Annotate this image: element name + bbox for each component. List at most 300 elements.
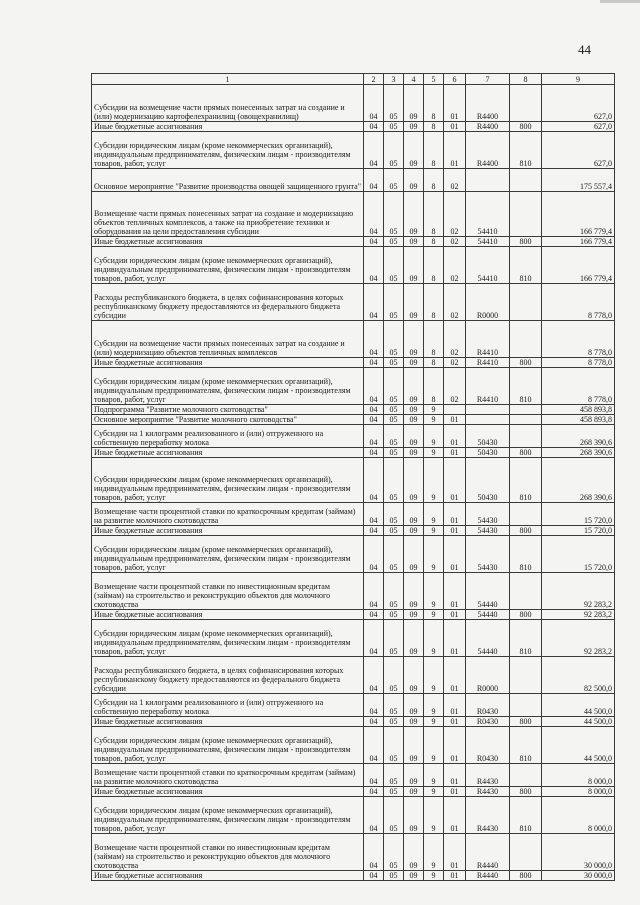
amount-cell: 15 720,0	[542, 536, 615, 573]
code-cell: 05	[384, 321, 404, 358]
code-cell: 02	[444, 368, 466, 405]
table-row	[92, 237, 615, 247]
budget-table	[91, 73, 615, 881]
code-cell: 50430	[466, 458, 510, 503]
code-cell: 01	[444, 871, 466, 881]
code-cell: 04	[364, 237, 384, 247]
code-cell: 01	[444, 764, 466, 787]
code-cell: 810	[510, 536, 542, 573]
amount-cell: 15 720,0	[542, 526, 615, 536]
code-cell: R4430	[466, 797, 510, 834]
expense-name-cell: Субсидии на возмещение части прямых понесенных затрат на создание и (или) модернизацию картофелехранилищ (овощехранилищ)	[92, 85, 364, 122]
scan-edge-mark	[600, 0, 640, 3]
expense-name-cell: Субсидии юридическим лицам (кроме некоммерческих организаций), индивидуальным предпринимателям, физическим лицам - производителям товаров, работ, услуг	[92, 797, 364, 834]
code-cell: 01	[444, 536, 466, 573]
table-row	[92, 717, 615, 727]
table-row	[92, 132, 615, 169]
code-cell: 810	[510, 132, 542, 169]
code-cell: R4430	[466, 787, 510, 797]
code-cell: 8	[424, 85, 444, 122]
code-cell: 9	[424, 526, 444, 536]
column-header: 1	[92, 74, 364, 85]
code-cell	[510, 573, 542, 610]
code-cell: 9	[424, 797, 444, 834]
code-cell: 8	[424, 321, 444, 358]
table-row	[92, 169, 615, 192]
code-cell: 04	[364, 620, 384, 657]
code-cell	[510, 85, 542, 122]
code-cell: 02	[444, 237, 466, 247]
table-row	[92, 247, 615, 284]
code-cell: 02	[444, 169, 466, 192]
code-cell: 8	[424, 368, 444, 405]
code-cell: 05	[384, 415, 404, 425]
table-row	[92, 610, 615, 620]
amount-cell: 30 000,0	[542, 871, 615, 881]
amount-cell: 627,0	[542, 132, 615, 169]
code-cell: 800	[510, 526, 542, 536]
expense-name-cell: Субсидии юридическим лицам (кроме некоммерческих организаций), индивидуальным предпринимателям, физическим лицам - производителям товаров, работ, услуг	[92, 132, 364, 169]
code-cell: 05	[384, 797, 404, 834]
amount-cell: 166 779,4	[542, 192, 615, 237]
code-cell	[510, 834, 542, 871]
amount-cell: 44 500,0	[542, 727, 615, 764]
amount-cell: 30 000,0	[542, 834, 615, 871]
code-cell: 810	[510, 458, 542, 503]
code-cell: 01	[444, 573, 466, 610]
code-cell: 09	[404, 169, 424, 192]
code-cell: 09	[404, 610, 424, 620]
code-cell: 09	[404, 694, 424, 717]
code-cell: 8	[424, 122, 444, 132]
code-cell: 9	[424, 620, 444, 657]
code-cell: 05	[384, 237, 404, 247]
code-cell: 04	[364, 192, 384, 237]
code-cell: 05	[384, 834, 404, 871]
code-cell: 09	[404, 425, 424, 448]
code-cell: 05	[384, 405, 404, 415]
code-cell	[510, 169, 542, 192]
amount-cell: 44 500,0	[542, 717, 615, 727]
code-cell: 05	[384, 871, 404, 881]
code-cell: 800	[510, 787, 542, 797]
column-header: 8	[510, 74, 542, 85]
code-cell: 09	[404, 526, 424, 536]
amount-cell: 166 779,4	[542, 237, 615, 247]
code-cell: R4440	[466, 834, 510, 871]
code-cell: 05	[384, 536, 404, 573]
table-row	[92, 526, 615, 536]
table-row	[92, 871, 615, 881]
code-cell: 810	[510, 797, 542, 834]
code-cell: 04	[364, 415, 384, 425]
code-cell	[510, 694, 542, 717]
code-cell: 04	[364, 321, 384, 358]
expense-name-cell: Иные бюджетные ассигнования	[92, 787, 364, 797]
code-cell: 05	[384, 247, 404, 284]
code-cell	[510, 415, 542, 425]
code-cell	[510, 657, 542, 694]
code-cell: 09	[404, 727, 424, 764]
column-header: 7	[466, 74, 510, 85]
code-cell: 9	[424, 448, 444, 458]
code-cell: 05	[384, 169, 404, 192]
code-cell: 04	[364, 132, 384, 169]
code-cell: 54440	[466, 620, 510, 657]
code-cell: 01	[444, 834, 466, 871]
code-cell: 54430	[466, 526, 510, 536]
code-cell: 8	[424, 358, 444, 368]
code-cell: 9	[424, 610, 444, 620]
table-row	[92, 358, 615, 368]
code-cell: 810	[510, 368, 542, 405]
amount-cell: 8 778,0	[542, 284, 615, 321]
code-cell: 09	[404, 797, 424, 834]
column-header: 2	[364, 74, 384, 85]
code-cell: 8	[424, 247, 444, 284]
expense-name-cell: Возмещение части процентной ставки по инвестиционным кредитам (займам) на строительство и реконструкцию объектов для молочного скотоводства	[92, 573, 364, 610]
code-cell: 09	[404, 657, 424, 694]
code-cell: 04	[364, 368, 384, 405]
column-header: 5	[424, 74, 444, 85]
amount-cell: 92 283,2	[542, 610, 615, 620]
code-cell: 9	[424, 871, 444, 881]
code-cell: 54410	[466, 247, 510, 284]
code-cell: R0430	[466, 694, 510, 717]
amount-cell: 8 000,0	[542, 797, 615, 834]
table-row	[92, 797, 615, 834]
code-cell: R4400	[466, 85, 510, 122]
amount-cell: 268 390,6	[542, 425, 615, 448]
code-cell	[510, 405, 542, 415]
amount-cell: 44 500,0	[542, 694, 615, 717]
amount-cell: 8 778,0	[542, 368, 615, 405]
code-cell: 8	[424, 192, 444, 237]
code-cell: 09	[404, 448, 424, 458]
column-header: 3	[384, 74, 404, 85]
code-cell: 04	[364, 122, 384, 132]
code-cell	[466, 415, 510, 425]
code-cell: 01	[444, 458, 466, 503]
code-cell: R4440	[466, 871, 510, 881]
table-row	[92, 694, 615, 717]
code-cell: 09	[404, 192, 424, 237]
code-cell: 01	[444, 717, 466, 727]
expense-name-cell: Подпрограмма "Развитие молочного скотоводства"	[92, 405, 364, 415]
expense-name-cell: Иные бюджетные ассигнования	[92, 448, 364, 458]
code-cell: 05	[384, 425, 404, 448]
code-cell: 9	[424, 787, 444, 797]
code-cell: 800	[510, 448, 542, 458]
code-cell: 05	[384, 610, 404, 620]
code-cell: 04	[364, 85, 384, 122]
code-cell: 02	[444, 247, 466, 284]
code-cell: 05	[384, 764, 404, 787]
code-cell: 05	[384, 717, 404, 727]
code-cell: 04	[364, 284, 384, 321]
code-cell: 01	[444, 503, 466, 526]
code-cell	[466, 405, 510, 415]
code-cell: R4430	[466, 764, 510, 787]
code-cell: 09	[404, 717, 424, 727]
code-cell: 04	[364, 247, 384, 284]
column-header: 9	[542, 74, 615, 85]
amount-cell: 268 390,6	[542, 448, 615, 458]
expense-name-cell: Субсидии на возмещение части прямых понесенных затрат на создание и (или) модернизацию объектов тепличных комплексов	[92, 321, 364, 358]
table-header-row	[92, 74, 615, 85]
code-cell: 05	[384, 284, 404, 321]
expense-name-cell: Субсидии юридическим лицам (кроме некоммерческих организаций), индивидуальным предпринимателям, физическим лицам - производителям товаров, работ, услуг	[92, 620, 364, 657]
code-cell: 04	[364, 573, 384, 610]
code-cell: 09	[404, 458, 424, 503]
code-cell: 09	[404, 503, 424, 526]
code-cell: 05	[384, 573, 404, 610]
amount-cell: 458 893,8	[542, 415, 615, 425]
code-cell: 09	[404, 237, 424, 247]
table-row	[92, 321, 615, 358]
code-cell: R4410	[466, 321, 510, 358]
code-cell: 01	[444, 727, 466, 764]
code-cell: 54410	[466, 192, 510, 237]
amount-cell: 8 000,0	[542, 787, 615, 797]
code-cell: 05	[384, 368, 404, 405]
table-row	[92, 620, 615, 657]
table-row	[92, 85, 615, 122]
code-cell: 01	[444, 787, 466, 797]
expense-name-cell: Основное мероприятие "Развитие производства овощей защищенного грунта"	[92, 169, 364, 192]
column-header: 6	[444, 74, 466, 85]
code-cell: R0430	[466, 717, 510, 727]
code-cell: 8	[424, 132, 444, 169]
code-cell: 01	[444, 448, 466, 458]
amount-cell: 175 557,4	[542, 169, 615, 192]
code-cell: 9	[424, 503, 444, 526]
code-cell: 05	[384, 657, 404, 694]
code-cell: 01	[444, 85, 466, 122]
code-cell: 04	[364, 526, 384, 536]
code-cell: 01	[444, 657, 466, 694]
code-cell: 9	[424, 415, 444, 425]
code-cell: 810	[510, 247, 542, 284]
code-cell	[510, 425, 542, 448]
code-cell	[510, 503, 542, 526]
code-cell: 04	[364, 405, 384, 415]
code-cell: 54410	[466, 237, 510, 247]
amount-cell: 92 283,2	[542, 620, 615, 657]
code-cell: 09	[404, 284, 424, 321]
expense-name-cell: Возмещение части процентной ставки по краткосрочным кредитам (займам) на развитие молочного скотоводства	[92, 764, 364, 787]
code-cell: 09	[404, 368, 424, 405]
code-cell: 04	[364, 871, 384, 881]
code-cell: R4410	[466, 358, 510, 368]
code-cell: 05	[384, 620, 404, 657]
code-cell: 04	[364, 169, 384, 192]
code-cell: 50430	[466, 448, 510, 458]
code-cell: R0000	[466, 657, 510, 694]
code-cell: 01	[444, 797, 466, 834]
code-cell: 05	[384, 448, 404, 458]
code-cell: 04	[364, 797, 384, 834]
code-cell: 09	[404, 620, 424, 657]
code-cell: 01	[444, 425, 466, 448]
expense-name-cell: Возмещение части процентной ставки по инвестиционным кредитам (займам) на строительство и реконструкцию объектов для молочного скотоводства	[92, 834, 364, 871]
code-cell: 50430	[466, 425, 510, 448]
code-cell: 8	[424, 169, 444, 192]
code-cell: 04	[364, 425, 384, 448]
code-cell: 05	[384, 526, 404, 536]
table-row	[92, 764, 615, 787]
code-cell: 9	[424, 425, 444, 448]
expense-name-cell: Субсидии на 1 килограмм реализованного и (или) отгруженного на собственную переработку молока	[92, 425, 364, 448]
code-cell: 02	[444, 284, 466, 321]
expense-name-cell: Иные бюджетные ассигнования	[92, 871, 364, 881]
table-row	[92, 573, 615, 610]
code-cell: 04	[364, 657, 384, 694]
code-cell	[444, 405, 466, 415]
amount-cell: 82 500,0	[542, 657, 615, 694]
code-cell: 800	[510, 717, 542, 727]
expense-name-cell: Возмещение части процентной ставки по краткосрочным кредитам (займам) на развитие молочного скотоводства	[92, 503, 364, 526]
amount-cell: 8 778,0	[542, 321, 615, 358]
expense-name-cell: Субсидии юридическим лицам (кроме некоммерческих организаций), индивидуальным предпринимателям, физическим лицам - производителям товаров, работ, услуг	[92, 727, 364, 764]
code-cell: 800	[510, 122, 542, 132]
table-row	[92, 727, 615, 764]
amount-cell: 8 778,0	[542, 358, 615, 368]
code-cell: 04	[364, 694, 384, 717]
code-cell: 9	[424, 573, 444, 610]
table-row	[92, 458, 615, 503]
code-cell	[510, 321, 542, 358]
expense-name-cell: Иные бюджетные ассигнования	[92, 717, 364, 727]
code-cell: 09	[404, 247, 424, 284]
code-cell: 09	[404, 405, 424, 415]
table-row	[92, 536, 615, 573]
code-cell: 05	[384, 192, 404, 237]
code-cell: 810	[510, 620, 542, 657]
amount-cell: 627,0	[542, 122, 615, 132]
expense-name-cell: Субсидии на 1 килограмм реализованного и (или) отгруженного на собственную переработку молока	[92, 694, 364, 717]
code-cell: 02	[444, 321, 466, 358]
table-row	[92, 425, 615, 448]
code-cell: 09	[404, 85, 424, 122]
code-cell: 800	[510, 358, 542, 368]
expense-name-cell: Иные бюджетные ассигнования	[92, 237, 364, 247]
code-cell: 09	[404, 321, 424, 358]
expense-name-cell: Расходы республиканского бюджета, в целях софинансирования которых республиканскому бюджету предоставляются из федерального бюджета субсидии	[92, 284, 364, 321]
code-cell	[466, 169, 510, 192]
code-cell: 02	[444, 192, 466, 237]
code-cell: R4400	[466, 122, 510, 132]
code-cell: 09	[404, 415, 424, 425]
code-cell: 01	[444, 415, 466, 425]
table-row	[92, 834, 615, 871]
expense-name-cell: Иные бюджетные ассигнования	[92, 610, 364, 620]
code-cell	[510, 284, 542, 321]
code-cell	[510, 764, 542, 787]
table-row	[92, 284, 615, 321]
code-cell: 09	[404, 132, 424, 169]
table-row	[92, 503, 615, 526]
code-cell: 09	[404, 871, 424, 881]
code-cell: 810	[510, 727, 542, 764]
code-cell: 9	[424, 405, 444, 415]
code-cell: 09	[404, 573, 424, 610]
code-cell: 04	[364, 727, 384, 764]
code-cell: 05	[384, 503, 404, 526]
code-cell: 02	[444, 358, 466, 368]
expense-name-cell: Иные бюджетные ассигнования	[92, 526, 364, 536]
code-cell: 05	[384, 694, 404, 717]
code-cell: 01	[444, 132, 466, 169]
code-cell	[510, 192, 542, 237]
code-cell: 800	[510, 610, 542, 620]
code-cell: 54430	[466, 536, 510, 573]
code-cell: 9	[424, 764, 444, 787]
code-cell: 9	[424, 834, 444, 871]
amount-cell: 458 893,8	[542, 405, 615, 415]
table-row	[92, 368, 615, 405]
code-cell: 04	[364, 834, 384, 871]
code-cell: 9	[424, 727, 444, 764]
code-cell: 800	[510, 237, 542, 247]
table-row	[92, 405, 615, 415]
code-cell: R4400	[466, 132, 510, 169]
code-cell: 09	[404, 764, 424, 787]
code-cell: 9	[424, 657, 444, 694]
table-row	[92, 415, 615, 425]
code-cell: 05	[384, 458, 404, 503]
expense-name-cell: Иные бюджетные ассигнования	[92, 122, 364, 132]
code-cell: 01	[444, 526, 466, 536]
code-cell: 04	[364, 536, 384, 573]
code-cell: 54440	[466, 573, 510, 610]
code-cell: 05	[384, 85, 404, 122]
table-row	[92, 192, 615, 237]
code-cell: 09	[404, 358, 424, 368]
code-cell: 04	[364, 610, 384, 620]
column-header: 4	[404, 74, 424, 85]
code-cell: 01	[444, 620, 466, 657]
amount-cell: 15 720,0	[542, 503, 615, 526]
code-cell: 09	[404, 122, 424, 132]
table-row	[92, 657, 615, 694]
code-cell: 54440	[466, 610, 510, 620]
page-number: 44	[578, 42, 591, 57]
code-cell: 04	[364, 448, 384, 458]
table-body	[92, 85, 615, 881]
code-cell: 09	[404, 787, 424, 797]
table-row	[92, 787, 615, 797]
amount-cell: 166 779,4	[542, 247, 615, 284]
expense-name-cell: Субсидии юридическим лицам (кроме некоммерческих организаций), индивидуальным предпринимателям, физическим лицам - производителям товаров, работ, услуг	[92, 458, 364, 503]
code-cell: 8	[424, 284, 444, 321]
code-cell: 8	[424, 237, 444, 247]
code-cell: 800	[510, 871, 542, 881]
code-cell: 01	[444, 694, 466, 717]
code-cell: 09	[404, 536, 424, 573]
amount-cell: 92 283,2	[542, 573, 615, 610]
code-cell: 05	[384, 132, 404, 169]
code-cell: 04	[364, 503, 384, 526]
code-cell: 04	[364, 764, 384, 787]
code-cell: 04	[364, 358, 384, 368]
expense-name-cell: Иные бюджетные ассигнования	[92, 358, 364, 368]
amount-cell: 627,0	[542, 85, 615, 122]
expense-name-cell: Субсидии юридическим лицам (кроме некоммерческих организаций), индивидуальным предпринимателям, физическим лицам - производителям товаров, работ, услуг	[92, 536, 364, 573]
code-cell: 04	[364, 787, 384, 797]
code-cell: 04	[364, 458, 384, 503]
table-row	[92, 448, 615, 458]
